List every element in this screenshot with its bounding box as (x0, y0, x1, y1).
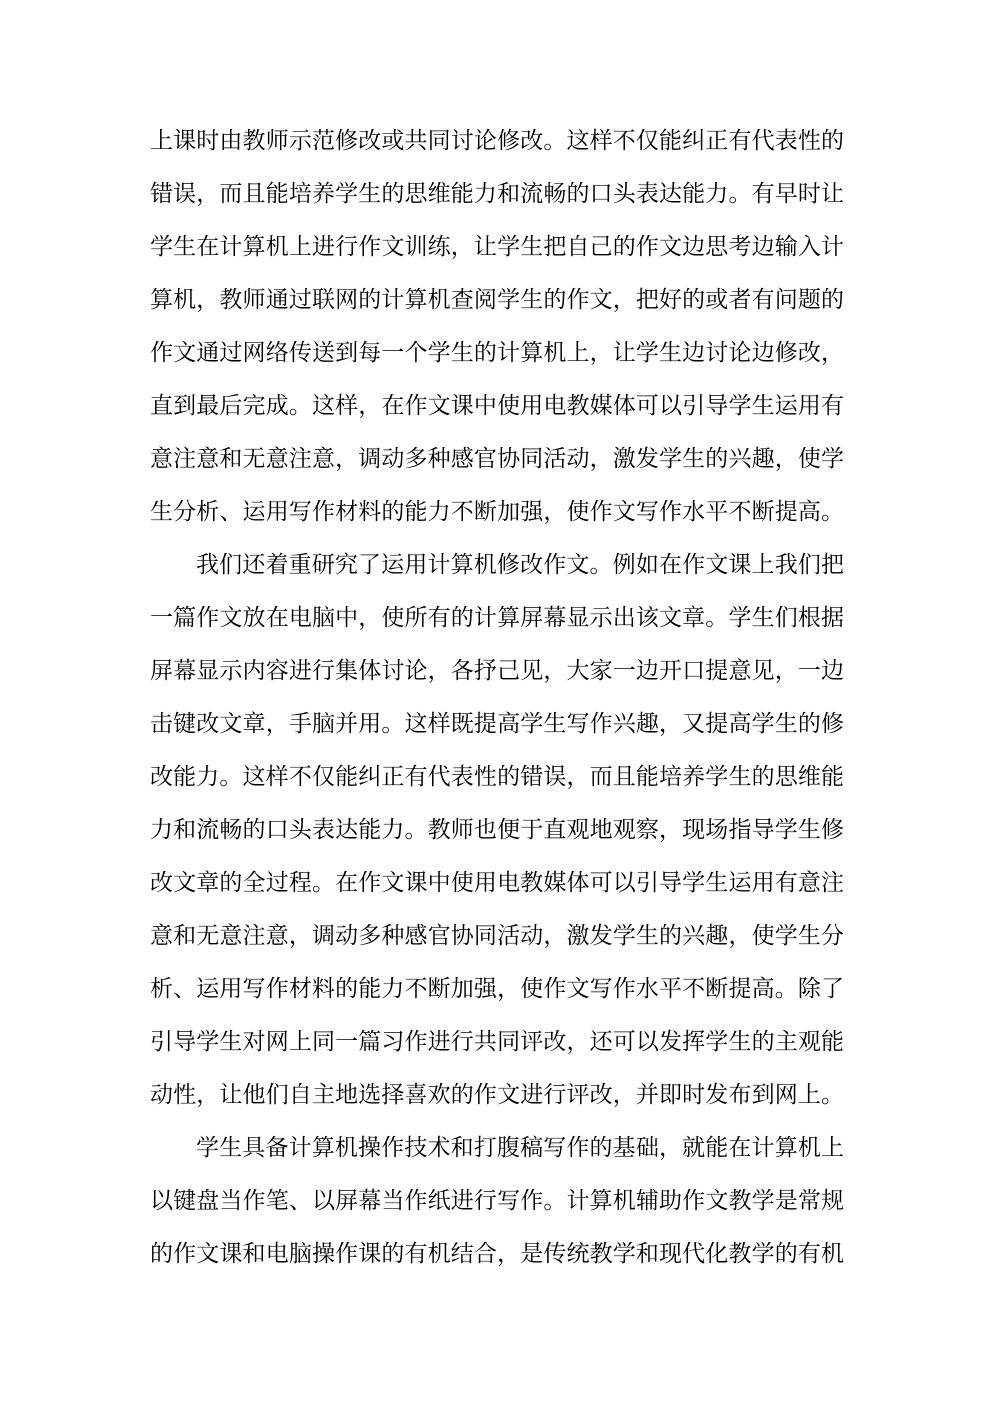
text-line: 改文章的全过程。在作文课中使用电教媒体可以引导学生运用有意注 (150, 870, 844, 895)
text-line: 动性，让他们自主地选择喜欢的作文进行评改，并即时发布到网上。 (150, 1082, 844, 1107)
text-line: 直到最后完成。这样，在作文课中使用电教媒体可以引导学生运用有 (150, 393, 844, 418)
text-line: 意注意和无意注意，调动多种感官协同活动，激发学生的兴趣，使学 (150, 446, 844, 471)
text-line: 意和无意注意，调动多种感官协同活动，激发学生的兴趣，使学生分 (150, 923, 844, 948)
document-text-block (150, 114, 844, 1280)
text-line: 改能力。这样不仅能纠正有代表性的错误，而且能培养学生的思维能 (150, 764, 844, 789)
text-line: 析、运用写作材料的能力不断加强，使作文写作水平不断提高。除了 (150, 976, 844, 1001)
text-line: 生分析、运用写作材料的能力不断加强，使作文写作水平不断提高。 (150, 499, 844, 524)
text-line: 一篇作文放在电脑中，使所有的计算屏幕显示出该文章。学生们根据 (150, 605, 844, 630)
text-line: 我们还着重研究了运用计算机修改作文。例如在作文课上我们把 (196, 552, 844, 577)
text-line: 算机，教师通过联网的计算机查阅学生的作文，把好的或者有问题的 (150, 287, 844, 312)
text-line: 学生在计算机上进行作文训练，让学生把自己的作文边思考边输入计 (150, 234, 844, 259)
text-line: 错误，而且能培养学生的思维能力和流畅的口头表达能力。有早时让 (150, 181, 844, 206)
text-line: 引导学生对网上同一篇习作进行共同评改，还可以发挥学生的主观能 (150, 1029, 844, 1054)
paragraph (150, 538, 844, 1121)
text-line: 屏幕显示内容进行集体讨论，各抒己见，大家一边开口提意见，一边 (150, 658, 844, 683)
text-line: 上课时由教师示范修改或共同讨论修改。这样不仅能纠正有代表性的 (150, 128, 844, 153)
paragraph (150, 1121, 844, 1280)
text-line: 作文通过网络传送到每一个学生的计算机上，让学生边讨论边修改， (150, 340, 844, 365)
text-line: 击键改文章，手脑并用。这样既提高学生写作兴趣，又提高学生的修 (150, 711, 844, 736)
text-line: 力和流畅的口头表达能力。教师也便于直观地观察，现场指导学生修 (150, 817, 844, 842)
text-line: 的作文课和电脑操作课的有机结合，是传统教学和现代化教学的有机 (150, 1241, 844, 1266)
paragraph (150, 114, 844, 538)
text-line: 以键盘当作笔、以屏幕当作纸进行写作。计算机辅助作文教学是常规 (150, 1188, 844, 1213)
text-line: 学生具备计算机操作技术和打腹稿写作的基础，就能在计算机上 (196, 1135, 844, 1160)
